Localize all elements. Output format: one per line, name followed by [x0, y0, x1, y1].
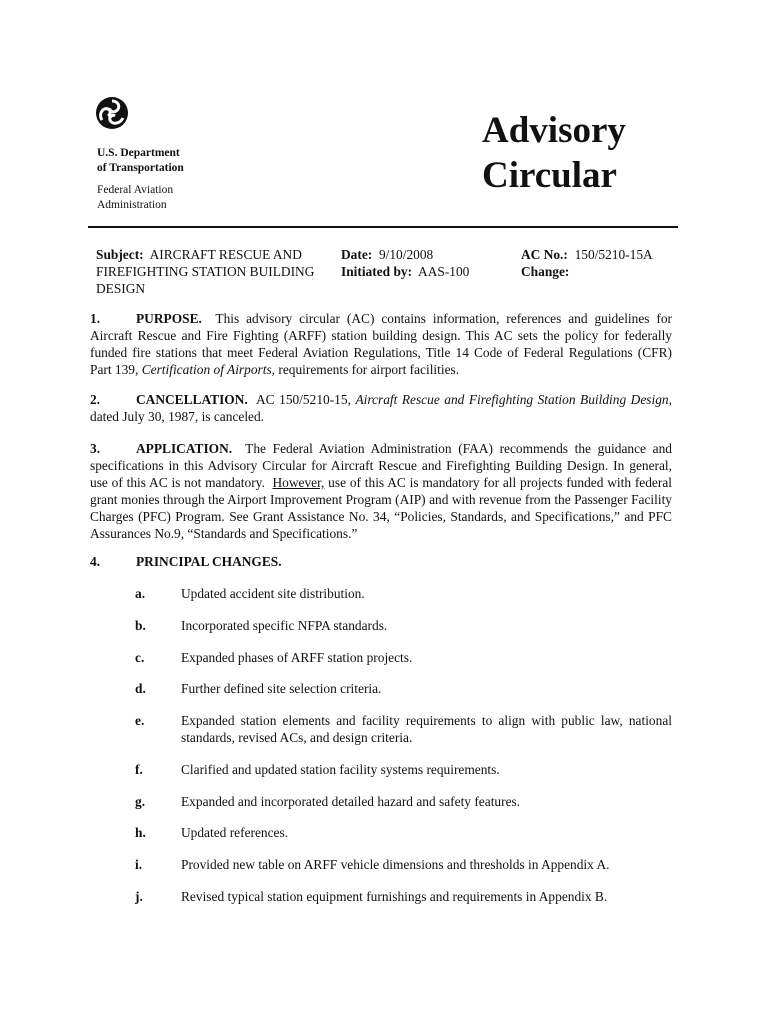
section-number: 2. — [90, 392, 101, 407]
list-item-text: Further defined site selection criteria. — [181, 681, 382, 696]
list-item-text: Updated accident site distribution. — [181, 586, 365, 601]
section-italic-text: Aircraft Rescue and Firefighting Station Building Design — [355, 392, 669, 407]
section-text: The Federal Aviation Administration (FAA) recommends the guidance and specifications in this Advisory Circular for Aircraft Rescue and Firefighting Building Design. In general, use of this AC is not mandatory. — [90, 441, 672, 490]
list-item — [135, 649, 672, 666]
list-item-letter: f. — [135, 762, 143, 777]
section-heading: PRINCIPAL CHANGES. — [136, 554, 282, 569]
list-item — [135, 793, 672, 810]
agency-name: Federal Aviation Administration — [97, 184, 174, 211]
list-item-letter: h. — [135, 825, 146, 840]
list-item-text: Expanded phases of ARFF station projects. — [181, 650, 413, 665]
subject-line3: DESIGN — [96, 281, 146, 296]
list-item-text: Provided new table on ARFF vehicle dimensions and thresholds in Appendix A. — [181, 857, 610, 872]
subject-block — [96, 246, 336, 297]
list-item-letter: a. — [135, 586, 146, 601]
list-item-text: Expanded and incorporated detailed hazard and safety features. — [181, 794, 521, 809]
section-purpose — [90, 310, 672, 378]
list-item — [135, 680, 672, 697]
section-heading: APPLICATION. — [136, 441, 233, 456]
section-cancellation — [90, 391, 672, 425]
section-principal-changes — [90, 553, 282, 570]
section-underlined-text: However, — [272, 475, 325, 490]
list-item-letter: c. — [135, 650, 145, 665]
acno-block — [521, 246, 681, 280]
list-item — [135, 856, 672, 873]
document-title: Advisory Circular — [482, 110, 626, 196]
list-item-text: Incorporated specific NFPA standards. — [181, 618, 388, 633]
list-item-letter: j. — [135, 889, 143, 904]
initiated-label: Initiated by: — [341, 264, 413, 279]
section-italic-text: Certification of Airports, — [141, 362, 276, 377]
list-item — [135, 617, 672, 634]
list-item — [135, 712, 672, 746]
section-heading: PURPOSE. — [136, 311, 202, 326]
list-item-text: Expanded station elements and facility requirements to align with public law, national standards, revised ACs, and design criteria. — [181, 713, 672, 745]
date-label: Date: — [341, 247, 373, 262]
list-item-letter: e. — [135, 713, 145, 728]
section-heading: CANCELLATION. — [136, 392, 248, 407]
initiated-value: AAS-100 — [418, 264, 470, 279]
subject-line1: AIRCRAFT RESCUE AND — [149, 247, 302, 262]
list-item — [135, 888, 672, 905]
section-text: AC 150/5210-15, — [256, 392, 351, 407]
list-item-letter: b. — [135, 618, 146, 633]
list-item — [135, 824, 672, 841]
list-item-letter: d. — [135, 681, 146, 696]
change-label: Change: — [521, 264, 570, 279]
list-item-letter: i. — [135, 857, 143, 872]
section-text: requirements for airport facilities. — [278, 362, 460, 377]
department-name: U.S. Department of Transportation — [97, 147, 184, 174]
date-value: 9/10/2008 — [378, 247, 434, 262]
acno-value: 150/5210-15A — [574, 247, 653, 262]
section-number: 3. — [90, 441, 101, 456]
list-item-text: Revised typical station equipment furnishings and requirements in Appendix B. — [181, 889, 608, 904]
section-application — [90, 440, 672, 542]
dot-triskelion-logo-icon — [95, 96, 129, 130]
list-item — [135, 761, 672, 778]
header-divider — [88, 226, 678, 228]
list-item-letter: g. — [135, 794, 146, 809]
subject-line2: FIREFIGHTING STATION BUILDING — [96, 264, 315, 279]
section-text: use of this AC is mandatory for all projects funded with federal grant monies through the Airport Improvement Program (AIP) and with revenue from the Passenger Facility Charges (PFC) Program. See Grant Assistance No. 34, “Policies, Standards, and Specifications,” and PFC Assurances No.9, “Standards and Specifications.” — [90, 475, 672, 541]
list-item-text: Clarified and updated station facility systems requirements. — [181, 762, 500, 777]
subject-label: Subject: — [96, 247, 144, 262]
date-block — [341, 246, 511, 280]
section-text: This advisory circular (AC) contains information, references and guidelines for Aircraft Rescue and Fire Fighting (ARFF) station building design. This AC sets the policy for federally funded fire stations that meet Federal Aviation Regulations, Title 14 Code of Federal Regulations (CFR) Part 139, — [90, 311, 672, 377]
section-text: , dated July 30, 1987, is canceled. — [90, 392, 672, 424]
acno-label: AC No.: — [521, 247, 568, 262]
list-item-text: Updated references. — [181, 825, 289, 840]
section-number: 1. — [90, 311, 101, 326]
list-item — [135, 585, 672, 602]
section-number: 4. — [90, 554, 101, 569]
